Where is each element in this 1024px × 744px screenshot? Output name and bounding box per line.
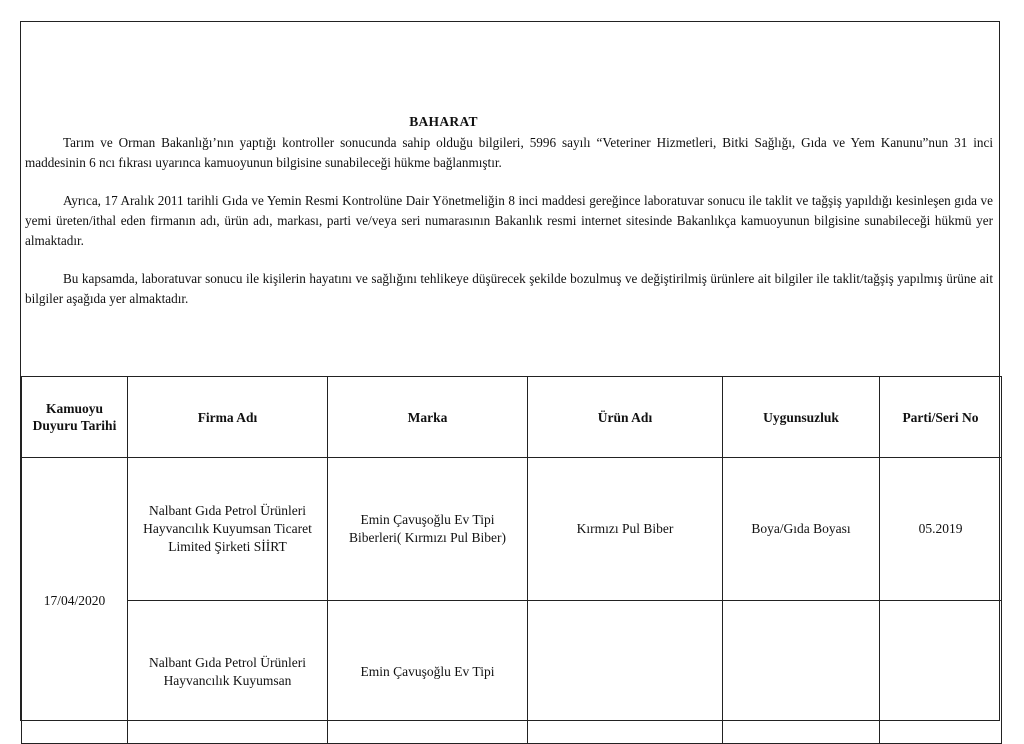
cell-firma: Nalbant Gıda Petrol Ürünleri Hayvancılık Kuyumsan — [128, 601, 328, 744]
cell-urun — [528, 601, 723, 744]
table-row — [22, 601, 1002, 744]
header-marka: Marka — [328, 377, 528, 458]
header-uygunsuzluk: Uygunsuzluk — [723, 377, 880, 458]
paragraph-regulation: Ayrıca, 17 Aralık 2011 tarihli Gıda ve Yemin Resmi Kontrolüne Dair Yönetmeliğin 8 inci maddesi gereğince laboratuvar sonucu ile taklit ve tağşiş yapıldığı kesinleşen gıda ve yemi üreten/ithal eden firmanın adı, ürün adı, markası, parti ve/veya seri numarasının Bakanlık resmi internet sitesinde Bakanlıkça kamuoyunun bilgisine sunabileceği hükmü yer almaktadır. — [25, 193, 993, 248]
table-header-row — [22, 377, 1002, 458]
paragraph-scope: Bu kapsamda, laboratuvar sonucu ile kişilerin hayatını ve sağlığını tehlikeye düşürecek şekilde bozulmuş ve değiştirilmiş ürünlere ait bilgiler ile taklit/tağşiş yapılmış ürüne ait bilgiler aşağıda yer almaktadır. — [25, 271, 993, 306]
header-date: Kamuoyu Duyuru Tarihi — [22, 377, 128, 458]
cell-firma: Nalbant Gıda Petrol Ürünleri Hayvancılık Kuyumsan Ticaret Limited Şirketi SİİRT — [128, 458, 328, 601]
header-firma: Firma Adı — [128, 377, 328, 458]
document-frame — [20, 21, 1000, 721]
cell-urun: Kırmızı Pul Biber — [528, 458, 723, 601]
header-parti: Parti/Seri No — [880, 377, 1002, 458]
cell-marka: Emin Çavuşoğlu Ev Tipi Biberleri( Kırmızı Pul Biber) — [328, 458, 528, 601]
cell-parti: 05.2019 — [880, 458, 1002, 601]
table-row — [22, 458, 1002, 601]
product-table — [21, 376, 1002, 744]
cell-marka: Emin Çavuşoğlu Ev Tipi — [328, 601, 528, 744]
paragraph-legal-basis: Tarım ve Orman Bakanlığı’nın yaptığı kontroller sonucunda sahip olduğu bilgileri, 5996 sayılı “Veteriner Hizmetleri, Bitki Sağlığı, Gıda ve Yem Kanunu”nun 31 inci maddesinin 6 ncı fıkrası uyarınca kamuoyunun bilgisine sunabileceği hükme bağlanmıştır. — [25, 135, 993, 170]
cell-uygunsuzluk: Boya/Gıda Boyası — [723, 458, 880, 601]
document-title: BAHARAT — [409, 114, 478, 129]
cell-parti — [880, 601, 1002, 744]
cell-uygunsuzluk — [723, 601, 880, 744]
announcement-date: 17/04/2020 — [22, 458, 128, 744]
header-urun: Ürün Adı — [528, 377, 723, 458]
